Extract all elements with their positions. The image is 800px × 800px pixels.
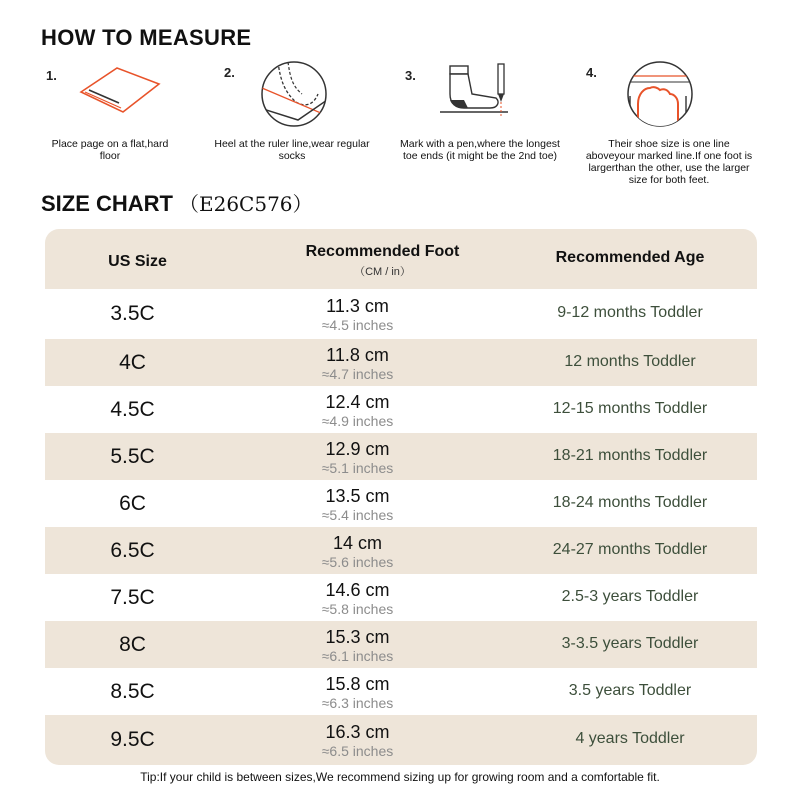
header-foot-units: （CM / in） [354,266,411,278]
step-text: Their shoe size is one line aboveyour marked line.If one foot is largerthan the other, use the larger size for both feet. [585,138,753,186]
table-row [45,527,757,574]
step-number: 1. [46,68,57,83]
size-cell: 4.5C [110,397,155,421]
sock-and-pen-icon [438,60,518,120]
table-row [45,574,757,621]
size-cell: 6.5C [110,538,155,562]
size-cell: 3.5C [110,302,155,325]
age-cell: 9-12 months Toddler [557,304,703,321]
foot-inch-cell: ≈4.7 inches [321,365,394,382]
foot-inch-cell: ≈5.1 inches [321,459,394,476]
foot-cm-cell: 15.3 cm [325,626,390,647]
step-text: Place page on a flat,hard floor [51,138,169,162]
table-row [45,480,757,527]
step-number: 4. [586,65,597,80]
step-text: Heel at the ruler line,wear regular socks [214,138,370,162]
age-cell: 2.5-3 years Toddler [561,587,699,605]
foot-inch-cell: ≈6.1 inches [321,647,394,664]
age-cell: 18-21 months Toddler [552,446,708,464]
size-cell: 5.5C [110,444,155,468]
sizing-tip: Tip:If your child is between sizes,We recommend sizing up for growing room and a comfortable fit. [140,770,660,784]
how-to-measure-title: HOW TO MEASURE [41,25,252,50]
product-code: （E26C576） [179,192,313,216]
table-row [45,289,757,339]
age-cell: 4 years Toddler [575,730,685,747]
foot-cm-cell: 14.6 cm [325,579,390,600]
foot-inch-cell: ≈5.8 inches [321,600,394,617]
table-row [45,433,757,480]
heel-on-line-icon [258,58,330,130]
table-header [45,229,757,289]
size-chart-heading: SIZE CHART [41,191,173,216]
age-cell: 24-27 months Toddler [552,540,708,558]
header-recommended-age: Recommended Age [555,249,705,266]
table-row [45,339,757,386]
table-row [45,668,757,715]
foot-cm-cell: 12.4 cm [325,391,390,412]
foot-inch-cell: ≈6.3 inches [321,694,394,711]
foot-inch-cell: ≈5.6 inches [321,553,394,570]
size-table [45,229,757,765]
size-cell: 8C [119,632,146,656]
foot-cm-cell: 16.3 cm [325,722,390,742]
step-number: 2. [224,65,235,80]
size-cell: 6C [119,491,146,515]
size-chart-title [41,188,313,217]
foot-cm-cell: 11.8 cm [326,344,389,365]
foot-cm-cell: 11.3 cm [326,296,389,316]
foot-inch-cell: ≈5.4 inches [321,506,394,523]
table-row [45,715,757,765]
foot-inch-cell: ≈6.5 inches [321,743,394,759]
foot-inch-cell: ≈4.9 inches [321,412,394,429]
foot-cm-cell: 13.5 cm [325,485,390,506]
age-cell: 3.5 years Toddler [568,681,692,699]
size-cell: 8.5C [110,679,155,703]
toe-line-icon [624,58,696,130]
age-cell: 18-24 months Toddler [552,493,708,511]
size-cell: 9.5C [110,728,155,751]
age-cell: 3-3.5 years Toddler [561,634,699,652]
foot-cm-cell: 15.8 cm [325,673,390,694]
size-cell: 4C [119,350,146,374]
paper-on-floor-icon [75,62,165,120]
size-cell: 7.5C [110,585,155,609]
table-row [45,386,757,433]
foot-inch-cell: ≈4.5 inches [321,317,394,333]
table-row [45,621,757,668]
step-number: 3. [405,68,416,83]
header-recommended-foot: Recommended Foot [305,243,460,260]
foot-cm-cell: 14 cm [332,532,383,553]
step-text: Mark with a pen,where the longest toe ends (it might be the 2nd toe) [400,138,560,162]
header-us-size: US Size [108,253,167,270]
age-cell: 12-15 months Toddler [552,399,708,417]
age-cell: 12 months Toddler [564,352,696,370]
foot-cm-cell: 12.9 cm [325,438,390,459]
